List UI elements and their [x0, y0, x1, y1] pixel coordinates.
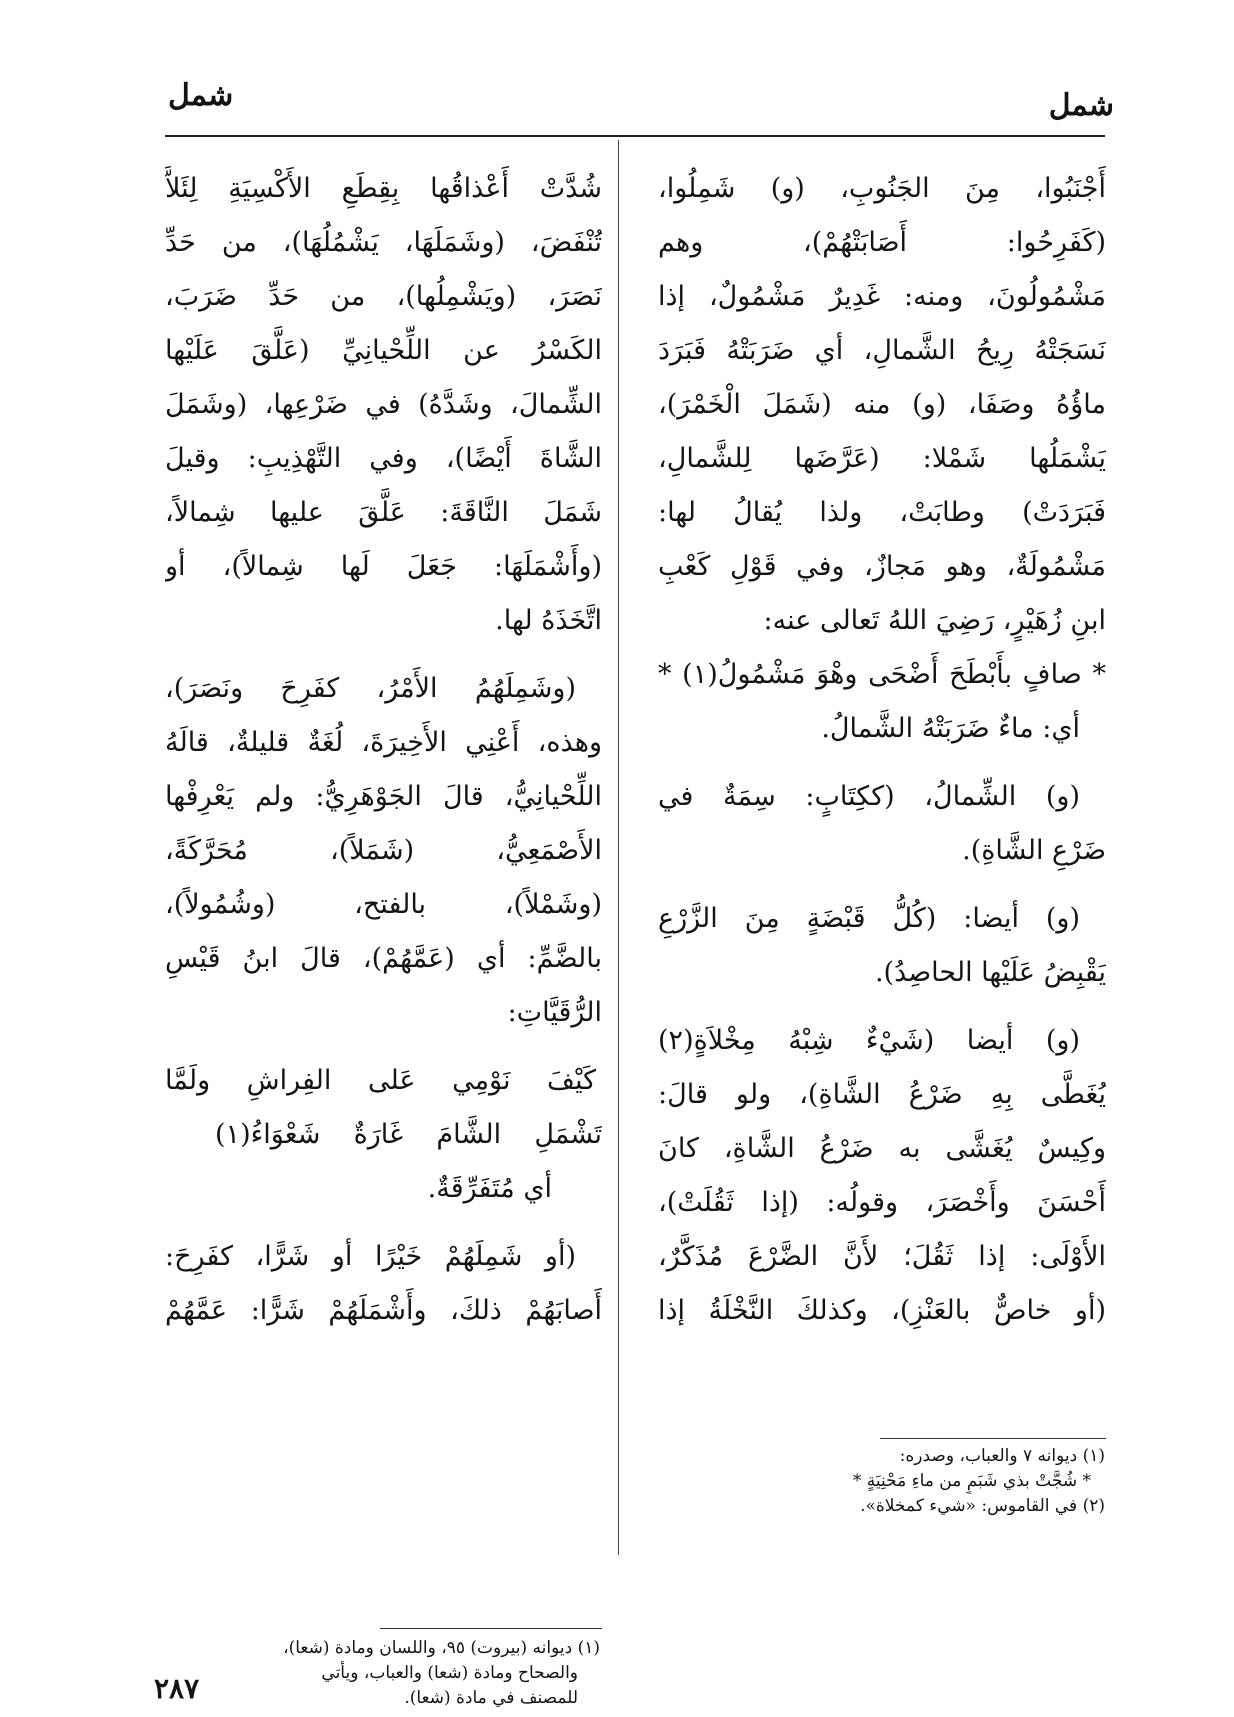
text-line: الرُّقَيَّاتِ: — [507, 997, 602, 1028]
verse-line: تَشْمَلِ الشَّامَ غَارَةٌ شَعْوَاءُ(١) — [215, 1119, 602, 1150]
footnote: والصحاح ومادة (شعا) والعباب، ويأتي — [321, 1663, 578, 1683]
text-line: يَقْبِضُ عَلَيْها الحاصِدُ). — [874, 957, 1106, 988]
text-line: اتَّخَذَهُ لها. — [495, 605, 602, 636]
header-rule — [165, 135, 1105, 137]
text-line: (كَفَرِحُوا: أَصَابَتْهُمْ)، وهم — [658, 227, 1106, 258]
footnote: للمصنف في مادة (شعا). — [404, 1688, 578, 1708]
text-line: اللِّحْيانِيُّ، قالَ الجَوْهَرِيُّ: ولم يَعْرِفْها — [165, 781, 602, 812]
text-line: ماؤُهُ وصَفَا، (و) منه (شَمَلَ الْخَمْرَ)، — [658, 389, 1106, 420]
footnote-rule-right — [880, 1438, 1106, 1439]
text-line: نَسَجَتْهُ رِيحُ الشَّمالِ، أي ضَرَبَتْهُ فَبَرَدَ — [658, 335, 1106, 366]
text-line: فَبَرَدَتْ) وطابَتْ، ولذا يُقالُ لها: — [658, 497, 1106, 528]
entry-start-line: (و) أيضا (شَيْءٌ شِبْهُ مِخْلاَةٍ(٢) — [658, 1025, 1080, 1056]
right-column — [658, 162, 1106, 1338]
entry-start-line: (وشَمِلَهُمُ الأَمْرُ، كفَرِحَ ونَصَرَ)، — [165, 673, 576, 704]
footnote-rule-left — [380, 1628, 602, 1629]
text-line: الأَوْلَى: إذا ثَقُلَ؛ لأَنَّ الضَّرْعَ مُذَكَّرٌ، — [658, 1241, 1106, 1272]
text-line: تُنْفَضَ، (وشَمَلَهَا، يَشْمُلُهَا)، من حَدِّ — [165, 227, 602, 258]
text-line: مَشْمُولُونَ، ومنه: غَدِيرٌ مَشْمُولٌ، إذا — [658, 281, 1106, 312]
text-line: الأَصْمَعِيُّ، (شَمَلاً)، مُحَرَّكَةً، — [165, 835, 602, 866]
footnotes-right — [805, 1444, 1105, 1519]
entry-start-line: (و) أيضا: (كُلُّ قَبْضَةٍ مِنَ الزَّرْعِ — [658, 903, 1080, 934]
text-line: أَصابَهُمْ ذلكَ، وأَشْمَلَهُمْ شَرًّا: عَمَّهُمْ — [165, 1295, 602, 1326]
column-divider — [618, 140, 619, 1555]
running-head-right: شمل — [1048, 88, 1114, 123]
text-line: وكِيسٌ يُغَشَّى به ضَرْعُ الشَّاةِ، كانَ — [658, 1133, 1106, 1164]
text-line: أي: ماءٌ ضَرَبَتْهُ الشَّمالُ. — [821, 713, 1080, 744]
running-head-left: شمل — [168, 78, 234, 113]
text-line: (أو خاصٌّ بالعَنْزِ)، وكذلكَ النَّخْلَةُ إذا — [658, 1295, 1106, 1326]
entry-start-line: (أو شَمِلَهُمْ خَيْرًا أو شَرًّا، كفَرِحَ: — [165, 1241, 576, 1272]
text-line: يُغَطَّى بِهِ ضَرْعُ الشَّاةِ)، ولو قالَ: — [658, 1079, 1106, 1110]
verse-line: * صافٍ بأَبْطَحَ أَضْحَى وهْوَ مَشْمُولُ(١) * — [658, 659, 1106, 690]
footnote: * شُجَّتْ بذي شَبَمٍ من ماءِ مَحْنِيَةٍ * — [852, 1471, 1091, 1491]
text-line: الشَّاةَ أَيْضًا)، وفي التَّهْذِيبِ: وقيلَ — [165, 443, 602, 474]
text-line: شَمَلَ النَّاقَةَ: عَلَّقَ عليها شِمالاً، — [165, 497, 602, 528]
text-line: يَشْمَلُها شَمْلا: (عَرَّضَها لِلشَّمالِ، — [658, 443, 1106, 474]
text-line: أي مُتَفَرِّقَةٌ. — [427, 1173, 552, 1204]
page-number: ٢٨٧ — [154, 1672, 200, 1705]
text-line: ابنِ زُهَيْرٍ، رَضِيَ اللهُ تَعالى عنه: — [763, 605, 1106, 636]
text-line: وهذه، أَعْنِي الأَخِيرَةَ، لُغَةٌ قليلةٌ، قالَهُ — [165, 727, 602, 758]
left-column — [165, 162, 602, 1338]
text-line: شُدَّتْ أَعْذاقُها بِقِطَعِ الأَكْسِيَةِ لِئَلاَّ — [165, 173, 602, 204]
footnote: (١) ديوانه ٧ والعباب، وصدره: — [899, 1446, 1105, 1466]
verse-line: كَيْفَ نَوْمِي عَلى الفِراشِ ولَمَّا — [165, 1065, 596, 1096]
footnote: (٢) في القاموس: «شيء كمخلاة». — [860, 1496, 1105, 1516]
footnotes-left — [150, 1636, 600, 1711]
text-line: بالضَّمِّ: أي (عَمَّهُمْ)، قالَ ابنُ قَيْسِ — [165, 943, 602, 974]
text-line: الشِّمالَ، وشَدَّهُ) في ضَرْعِها، (وشَمَلَ — [165, 389, 602, 420]
entry-start-line: (و) الشِّمالُ، (ككِتَابٍ: سِمَةٌ في — [658, 781, 1080, 812]
footnote: (١) ديوانه (بيروت) ٩٥، واللسان ومادة (شعا)، — [283, 1638, 600, 1658]
text-line: ضَرْعِ الشَّاةِ). — [962, 835, 1106, 866]
text-line: مَشْمُولَةٌ، وهو مَجازٌ، وفي قَوْلِ كَعْبِ — [658, 551, 1106, 582]
text-line: أَحْسَنَ وأَخْصَرَ، وقولُه: (إذا ثَقُلَتْ)، — [658, 1187, 1106, 1218]
text-line: نَصَرَ، (ويَشْمِلُها)، من حَدِّ ضَرَبَ، — [165, 281, 602, 312]
text-line: (وشَمْلاً)، بالفتح، (وشُمُولاً)، — [165, 889, 602, 920]
text-line: الكَسْرُ عن اللِّحْيانِيِّ (عَلَّقَ عَلَيْها — [165, 335, 602, 366]
text-line: (وأَشْمَلَهَا: جَعَلَ لَها شِمالاً)، أو — [165, 551, 602, 582]
text-line: أَجْنَبُوا، مِنَ الجَنُوبِ، (و) شَمِلُوا، — [658, 173, 1106, 204]
